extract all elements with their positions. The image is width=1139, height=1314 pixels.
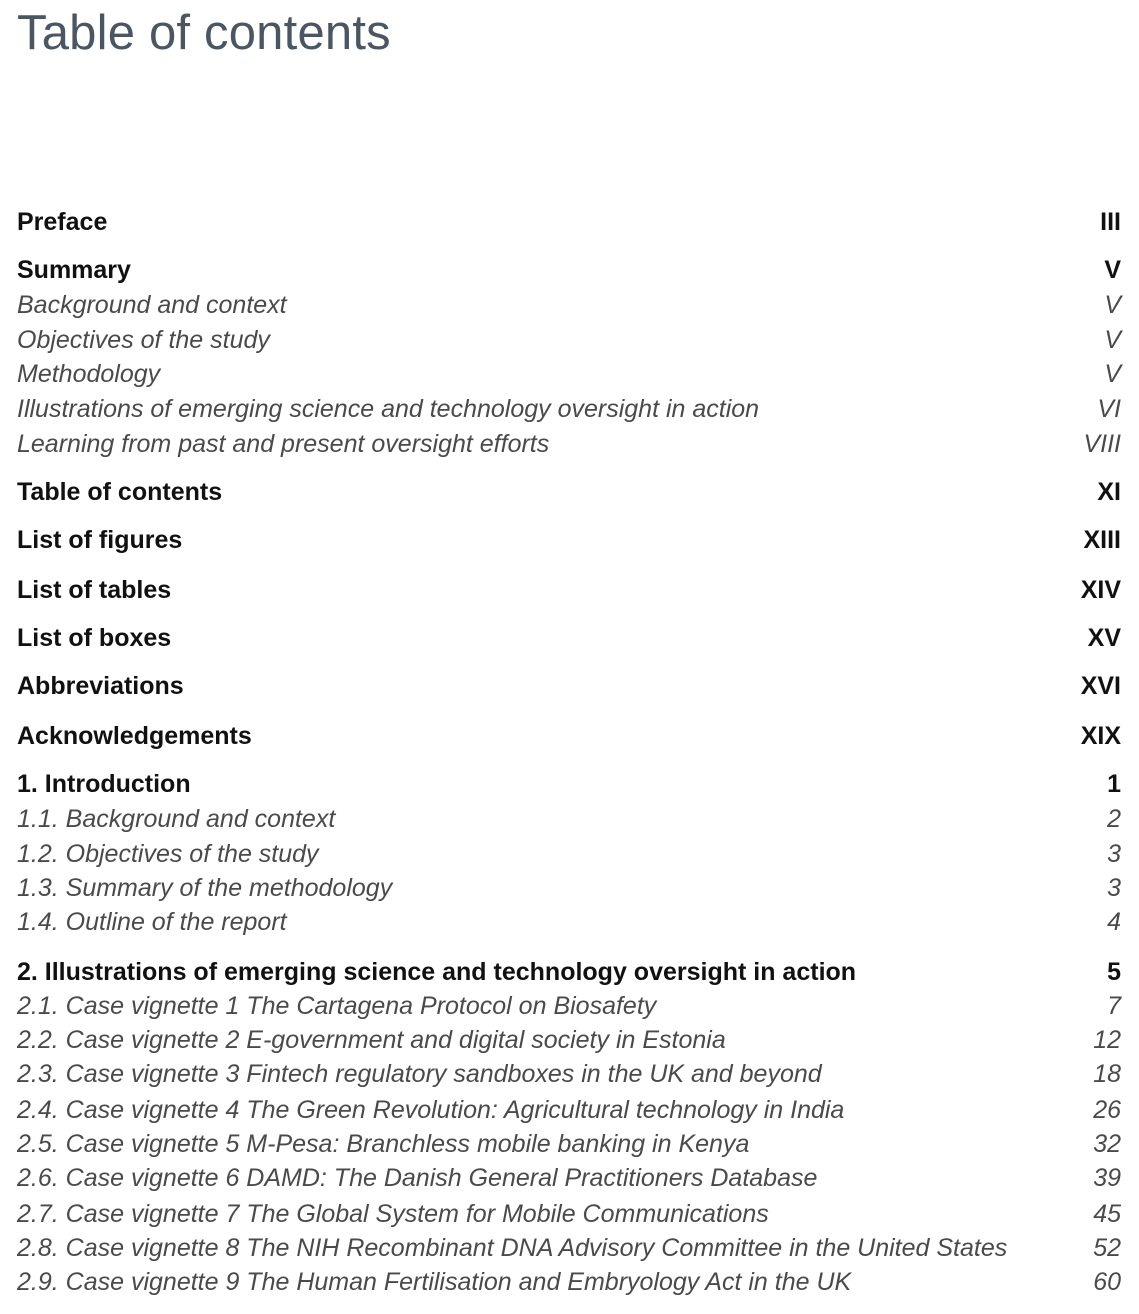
toc-entry-label: 2.1. Case vignette 1 The Cartagena Protocol on Biosafety [17, 992, 657, 1020]
toc-entry-2-4[interactable] [17, 1096, 1121, 1125]
toc-entry-label: Table of contents [17, 478, 223, 506]
toc-entry-page: 7 [1107, 992, 1121, 1020]
toc-entry-page: 39 [1093, 1164, 1121, 1192]
toc-entry-page: III [1100, 208, 1121, 236]
toc-entry-2-7[interactable] [17, 1200, 1121, 1229]
toc-entry-label: Preface [17, 208, 108, 236]
toc-entry-label: 2.6. Case vignette 6 DAMD: The Danish General Practitioners Database [17, 1164, 818, 1192]
toc-entry-page: 1 [1107, 770, 1121, 798]
toc-entry-label: 2.8. Case vignette 8 The NIH Recombinant DNA Advisory Committee in the United States [17, 1234, 1008, 1262]
toc-entry-label: Learning from past and present oversight efforts [17, 430, 550, 458]
toc-entry-2-9[interactable] [17, 1268, 1121, 1297]
toc-entry-page: 52 [1093, 1234, 1121, 1262]
toc-entry-2-2[interactable] [17, 1026, 1121, 1055]
toc-entry-label: Summary [17, 256, 131, 284]
toc-entry-1-1[interactable] [17, 805, 1121, 834]
toc-entry-list-of-tables[interactable] [17, 576, 1121, 605]
toc-entry-table-of-contents[interactable] [17, 478, 1121, 507]
toc-entry-2-3[interactable] [17, 1060, 1121, 1089]
toc-entry-label: 2.7. Case vignette 7 The Global System for Mobile Communications [17, 1200, 769, 1228]
toc-entry-preface[interactable] [17, 208, 1121, 237]
toc-entry-acknowledgements[interactable] [17, 722, 1121, 751]
toc-entry-page: XVI [1080, 672, 1121, 700]
toc-entry-2-8[interactable] [17, 1234, 1121, 1263]
toc-entry-page: 5 [1107, 958, 1121, 986]
toc-entry-page: 3 [1107, 840, 1121, 868]
toc-entry-page: V [1104, 360, 1121, 388]
toc-entry-1-3[interactable] [17, 874, 1121, 903]
toc-entry-page: 45 [1093, 1200, 1121, 1228]
toc-entry-page: 12 [1093, 1026, 1121, 1054]
toc-entry-objectives[interactable] [17, 326, 1121, 355]
toc-entry-page: VI [1097, 395, 1121, 423]
toc-entry-page: 32 [1093, 1130, 1121, 1158]
toc-entry-label: Acknowledgements [17, 722, 252, 750]
toc-entry-page: V [1104, 291, 1121, 319]
toc-entry-label: 1.1. Background and context [17, 805, 336, 833]
toc-entry-label: 2.5. Case vignette 5 M-Pesa: Branchless mobile banking in Kenya [17, 1130, 750, 1158]
toc-entry-page: 4 [1107, 908, 1121, 936]
toc-entry-page: 2 [1107, 805, 1121, 833]
toc-entry-label: Methodology [17, 360, 161, 388]
toc-entry-illustrations[interactable] [17, 395, 1121, 424]
toc-entry-label: List of tables [17, 576, 172, 604]
toc-entry-page: XV [1087, 624, 1121, 652]
toc-entry-label: List of figures [17, 526, 183, 554]
toc-entry-label: 2. Illustrations of emerging science and technology oversight in action [17, 958, 857, 986]
page-title: Table of contents [17, 6, 391, 60]
toc-entry-label: 2.9. Case vignette 9 The Human Fertilisation and Embryology Act in the UK [17, 1268, 852, 1296]
toc-entry-label: 1.2. Objectives of the study [17, 840, 319, 868]
toc-entry-chapter-2[interactable] [17, 958, 1121, 987]
toc-entry-page: 60 [1093, 1268, 1121, 1296]
toc-entry-label: Objectives of the study [17, 326, 270, 354]
toc-entry-page: XIV [1080, 576, 1121, 604]
toc-entry-label: Background and context [17, 291, 287, 319]
toc-entry-page: 3 [1107, 874, 1121, 902]
toc-entry-label: 1. Introduction [17, 770, 191, 798]
toc-entry-learning[interactable] [17, 430, 1121, 459]
toc-entry-2-5[interactable] [17, 1130, 1121, 1159]
toc-entry-label: 1.3. Summary of the methodology [17, 874, 393, 902]
toc-entry-2-1[interactable] [17, 992, 1121, 1021]
toc-entry-list-of-figures[interactable] [17, 526, 1121, 555]
toc-entry-background-context[interactable] [17, 291, 1121, 320]
toc-entry-2-6[interactable] [17, 1164, 1121, 1193]
toc-entry-methodology[interactable] [17, 360, 1121, 389]
toc-entry-label: 2.2. Case vignette 2 E-government and digital society in Estonia [17, 1026, 726, 1054]
toc-entry-label: 1.4. Outline of the report [17, 908, 287, 936]
toc-entry-abbreviations[interactable] [17, 672, 1121, 701]
toc-entry-page: V [1104, 326, 1121, 354]
toc-entry-page: XIII [1083, 526, 1121, 554]
toc-entry-page: 26 [1093, 1096, 1121, 1124]
toc-entry-label: Illustrations of emerging science and technology oversight in action [17, 395, 760, 423]
toc-entry-page: VIII [1083, 430, 1121, 458]
toc-entry-label: List of boxes [17, 624, 172, 652]
toc-entry-1-2[interactable] [17, 840, 1121, 869]
toc-entry-introduction[interactable] [17, 770, 1121, 799]
toc-entry-summary[interactable] [17, 256, 1121, 285]
toc-entry-page: XIX [1080, 722, 1121, 750]
toc-entry-page: V [1104, 256, 1121, 284]
toc-entry-1-4[interactable] [17, 908, 1121, 937]
toc-entry-label: 2.4. Case vignette 4 The Green Revolution: Agricultural technology in India [17, 1096, 845, 1124]
toc-entry-label: 2.3. Case vignette 3 Fintech regulatory sandboxes in the UK and beyond [17, 1060, 822, 1088]
toc-entry-list-of-boxes[interactable] [17, 624, 1121, 653]
toc-entry-label: Abbreviations [17, 672, 184, 700]
toc-entry-page: XI [1097, 478, 1121, 506]
toc-entry-page: 18 [1093, 1060, 1121, 1088]
